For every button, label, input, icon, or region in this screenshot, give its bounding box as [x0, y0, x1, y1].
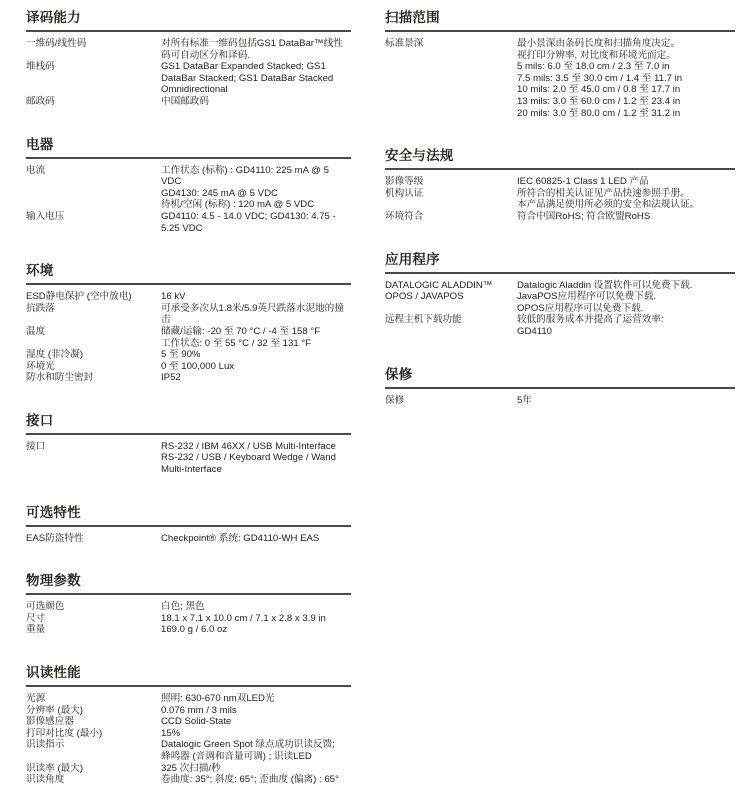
spec-label: 保修 — [385, 394, 405, 406]
spec-row — [26, 739, 351, 762]
spec-row — [385, 176, 735, 188]
section-title: 译码能力 — [26, 6, 351, 32]
spec-value-line: 169.0 g / 6.0 oz — [161, 624, 228, 636]
section-title: 物理参数 — [26, 569, 351, 595]
spec-row — [26, 291, 351, 303]
spec-label: 防水和防尘密封 — [26, 372, 94, 384]
spec-value — [517, 291, 735, 314]
section-title: 安全与法规 — [385, 144, 735, 170]
spec-label: 识读率 (最大) — [26, 762, 84, 774]
spec-value-line: 视打印分辨率, 对比度和环境光而定。 — [517, 49, 676, 61]
section-title: 可选特性 — [26, 501, 351, 527]
spec-value — [161, 96, 351, 108]
spec-value — [517, 38, 735, 119]
spec-value — [161, 291, 351, 303]
spec-value — [161, 211, 351, 234]
spec-value-line: IP52 — [161, 372, 181, 384]
spec-value — [161, 533, 351, 545]
spec-value — [161, 165, 351, 211]
spec-value-line: IEC 60825-1 Class 1 LED 产品 — [517, 176, 649, 188]
spec-value-line: 5年 — [517, 394, 532, 406]
spec-value-line: 工作状态 (标称) : GD4110: 225 mA @ 5 — [161, 164, 329, 176]
spec-label: 堆栈码 — [26, 61, 55, 73]
spec-row — [26, 441, 351, 476]
spec-value-line: GS1 DataBar Expanded Stacked; GS1 — [161, 61, 326, 73]
spec-label: 尺寸 — [26, 612, 46, 624]
spec-value-line: 20 mils: 3.0 至 80.0 cm / 1.2 至 31.2 in — [517, 107, 681, 119]
section-title: 保修 — [385, 363, 735, 389]
spec-value-line: Datalogic Aladdin 设置软件可以免费下载. — [517, 279, 693, 291]
spec-value-line: 本产品满足使用所必须的安全和法规认证。 — [517, 199, 700, 211]
spec-value — [161, 613, 351, 625]
spec-value — [517, 188, 735, 211]
spec-value — [161, 38, 351, 61]
spec-row — [26, 774, 351, 786]
spec-value — [161, 349, 351, 361]
spec-label: 邮政码 — [26, 95, 55, 107]
spec-label: 一维码/线性码 — [26, 38, 87, 49]
spec-value-line: 16 kV — [161, 291, 186, 303]
spec-value-line: 中国邮政码 — [161, 95, 209, 107]
section-environmental — [26, 259, 351, 384]
spec-value-line: 可承受多次从1.8米/5.9英尺跌落水泥地的撞 — [161, 302, 344, 314]
spec-row — [26, 61, 351, 96]
spec-row — [26, 326, 351, 349]
spec-row — [26, 361, 351, 373]
spec-value — [161, 624, 351, 636]
spec-row — [26, 96, 351, 108]
spec-row — [26, 705, 351, 717]
spec-value-line: 15% — [161, 727, 181, 739]
spec-value — [161, 326, 351, 349]
right-column — [385, 6, 735, 811]
spec-value — [161, 716, 351, 728]
spec-value — [161, 303, 351, 326]
spec-row — [26, 763, 351, 775]
spec-value-line: 5.25 VDC — [161, 222, 203, 234]
spec-row — [385, 395, 735, 407]
spec-value — [161, 372, 351, 384]
section-title: 环境 — [26, 259, 351, 285]
spec-row — [26, 716, 351, 728]
spec-value-line: 储藏/运输: -20 至 70 °C / -4 至 158 °F — [161, 325, 321, 337]
spec-row — [26, 601, 351, 613]
spec-value-line: CCD Solid-State — [161, 716, 232, 728]
spec-value-line: 5 mils: 6.0 至 18.0 cm / 2.3 至 7.0 in — [517, 61, 670, 73]
spec-value — [161, 693, 351, 705]
section-interfaces — [26, 409, 351, 476]
spec-row — [26, 533, 351, 545]
spec-value-line: 0.076 mm / 3 mils — [161, 704, 237, 716]
spec-value-line: 0 至 100,000 Lux — [161, 360, 235, 372]
spec-row — [26, 303, 351, 326]
spec-label: 光源 — [26, 693, 46, 705]
spec-row — [26, 211, 351, 234]
spec-label: 分辨率 (最大) — [26, 704, 84, 716]
spec-value-line: GD4110: 4.5 - 14.0 VDC; GD4130: 4.75 - — [161, 210, 336, 222]
section-safety-regulatory — [385, 144, 735, 222]
spec-label: EAS防盗特性 — [26, 532, 84, 544]
spec-value-line: RS-232 / USB / Keyboard Wedge / Wand — [161, 452, 336, 464]
spec-value-line: Omnidirectional — [161, 84, 228, 96]
spec-label: 影像感应器 — [26, 716, 74, 728]
spec-label: ESD静电保护 (空中放电) — [26, 291, 132, 303]
spec-value — [517, 211, 735, 223]
spec-value — [517, 280, 735, 292]
spec-value-line: 蜂鸣器 (音调和音量可调) ; 识读LED — [161, 751, 312, 762]
spec-label: 湿度 (非冷凝) — [26, 349, 84, 361]
spec-value — [517, 395, 735, 407]
spec-value-line: 待机/空闲 (标称) : 120 mA @ 5 VDC — [161, 199, 315, 211]
section-reading-performance — [26, 661, 351, 786]
section-decoding-capability — [26, 6, 351, 108]
spec-label: 识读指示 — [26, 739, 65, 751]
left-column — [26, 6, 351, 811]
spec-value-line: 325 次扫描/秒 — [161, 762, 221, 774]
spec-row — [26, 38, 351, 61]
section-applications — [385, 248, 735, 338]
spec-label: 打印对比度 (最小) — [26, 727, 103, 739]
spec-value-line: 10 mils: 2.0 至 45.0 cm / 0.8 至 17.7 in — [517, 84, 681, 96]
spec-value — [161, 361, 351, 373]
spec-value-line: 较低的服务成本并提高了运营效率: — [517, 314, 664, 326]
spec-row — [385, 211, 735, 223]
spec-value-line: JavaPOS应用程序可以免费下载. — [517, 291, 657, 303]
spec-value-line: Checkpoint® 系统: GD4110-WH EAS — [161, 532, 320, 544]
spec-value-line: 照明: 630-670 nm双LED光 — [161, 693, 275, 705]
spec-value — [161, 763, 351, 775]
spec-value-line: DataBar Stacked; GS1 DataBar Stacked — [161, 72, 334, 84]
spec-row — [26, 693, 351, 705]
section-title: 识读性能 — [26, 661, 351, 687]
spec-row — [26, 728, 351, 740]
spec-label: DATALOGIC ALADDIN™ — [385, 279, 493, 291]
spec-value — [161, 61, 351, 96]
spec-label: 重量 — [26, 624, 46, 636]
spec-value — [161, 441, 351, 476]
spec-value-line: 符合中国RoHS; 符合欧盟RoHS — [517, 210, 651, 222]
spec-value-line: VDC — [161, 176, 182, 188]
spec-label: 远程主机下载功能 — [385, 314, 462, 326]
spec-row — [385, 291, 735, 314]
spec-value — [161, 705, 351, 717]
section-title: 接口 — [26, 409, 351, 435]
spec-label: 机构认证 — [385, 187, 424, 199]
spec-value-line: 工作状态: 0 至 55 °C / 32 至 131 °F — [161, 337, 312, 349]
spec-label: 环境光 — [26, 360, 55, 372]
spec-row — [26, 372, 351, 384]
spec-value — [161, 601, 351, 613]
spec-value-line: 白色; 黑色 — [161, 601, 205, 613]
spec-label: 影像等级 — [385, 176, 424, 188]
section-physical — [26, 569, 351, 636]
spec-value-line: Datalogic Green Spot 绿点成功识读反馈; — [161, 739, 335, 751]
spec-label: 识读角度 — [26, 774, 65, 786]
spec-value — [517, 314, 735, 337]
spec-label: 电流 — [26, 164, 46, 176]
spec-row — [385, 314, 735, 337]
spec-label: 抗跌落 — [26, 302, 55, 314]
spec-row — [385, 188, 735, 211]
spec-value-line: 所符合的相关认证见产品快速参照手册。 — [517, 187, 690, 199]
spec-value-line: RS-232 / IBM 46XX / USB Multi-Interface — [161, 440, 336, 452]
spec-label: OPOS / JAVAPOS — [385, 291, 464, 303]
spec-row — [26, 624, 351, 636]
spec-label: 接口 — [26, 440, 46, 452]
spec-value-line: Multi-Interface — [161, 464, 222, 476]
spec-value-line: 7.5 mils: 3.5 至 30.0 cm / 1.4 至 11.7 in — [517, 72, 683, 84]
spec-value — [161, 728, 351, 740]
spec-label: 输入电压 — [26, 210, 65, 222]
spec-row — [385, 280, 735, 292]
spec-value-line: 18.1 x 7.1 x 10.0 cm / 7.1 x 2.8 x 3.9 in — [161, 612, 326, 624]
spec-value-line: 5 至 90% — [161, 349, 201, 361]
spec-value-line: OPOS应用程序可以免费下载. — [517, 302, 644, 314]
spec-row — [26, 349, 351, 361]
spec-value — [517, 176, 735, 188]
spec-label: 可选颜色 — [26, 601, 65, 613]
section-warranty — [385, 363, 735, 407]
spec-row — [26, 165, 351, 211]
spec-value-line: 卷曲度: 35°; 斜度: 65°; 歪曲度 (偏离) : 65° — [161, 774, 339, 786]
section-scanning-range — [385, 6, 735, 119]
spec-label: 环境符合 — [385, 210, 424, 222]
spec-value — [161, 739, 351, 762]
spec-value — [161, 774, 351, 786]
section-electrical — [26, 133, 351, 235]
spec-value-line: GD4110 — [517, 325, 553, 337]
section-title: 扫描范围 — [385, 6, 735, 32]
spec-value-line: 击 — [161, 314, 171, 326]
spec-value-line: 最小景深由条码长度和扫描角度决定。 — [517, 38, 681, 49]
section-optional-features — [26, 501, 351, 545]
spec-row — [26, 613, 351, 625]
section-title: 电器 — [26, 133, 351, 159]
spec-value-line: 13 mils: 3.0 至 60.0 cm / 1.2 至 23.4 in — [517, 95, 681, 107]
spec-row — [385, 38, 735, 119]
spec-value-line: 码可自动区分和译码. — [161, 49, 251, 61]
spec-value-line: 对所有标准一维码包括GS1 DataBar™线性 — [161, 38, 343, 49]
spec-label: 温度 — [26, 325, 46, 337]
section-title: 应用程序 — [385, 248, 735, 274]
spec-label: 标准景深 — [385, 38, 424, 49]
spec-value-line: GD4130: 245 mA @ 5 VDC — [161, 187, 278, 199]
